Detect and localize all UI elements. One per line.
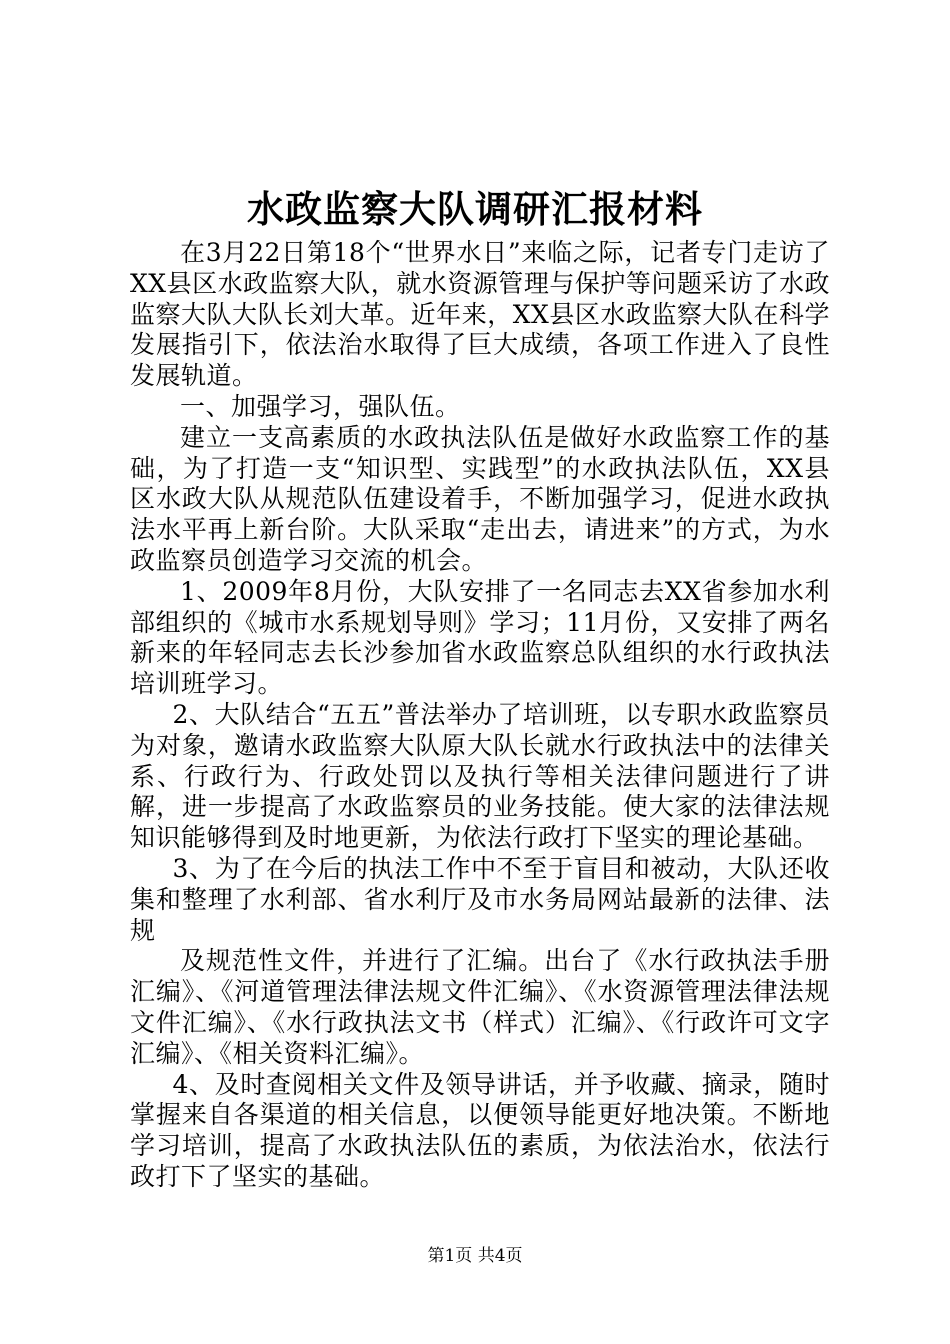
paragraph-intro: 在3月22日第18个“世界水日”来临之际，记者专门走访了XX县区水政监察大队，就水资源管理与保护等问题采访了水政监察大队大队长刘大革。近年来，XX县区水政监察大队在科学发展指引下，依法治水取得了巨大成绩，各项工作进入了良性发展轨道。 xyxy=(130,238,830,391)
section-heading: 一、加强学习，强队伍。 xyxy=(180,391,461,421)
paragraph-item-2: 2、大队结合“五五”普法举办了培训班，以专职水政监察员为对象，邀请水政监察大队原大队长就水行政执法中的法律关系、行政行为、行政处罚以及执行等相关法律问题进行了讲解，进一步提高了水政监察员的业务技能。使大家的法律法规知识能够得到及时地更新，为依法行政打下坚实的理论基础。 xyxy=(130,699,830,853)
paragraph-item-4: 4、及时查阅相关文件及领导讲话，并予收藏、摘录，随时掌握来自各渠道的相关信息，以便领导能更好地决策。不断地学习培训，提高了水政执法队伍的素质，为依法治水，依法行政打下了坚实的基础。 xyxy=(130,1069,830,1191)
paragraph-team-building: 建立一支高素质的水政执法队伍是做好水政监察工作的基础，为了打造一支“知识型、实践型”的水政执法队伍，XX县区水政大队从规范队伍建设着手，不断加强学习，促进水政执法水平再上新台阶。大队采取“走出去，请进来”的方式，为水政监察员创造学习交流的机会。 xyxy=(130,422,830,575)
paragraph-item-3-continued: 及规范性文件，并进行了汇编。出台了《水行政执法手册汇编》、《河道管理法律法规文件汇编》、《水资源管理法律法规文件汇编》、《水行政执法文书（样式）汇编》、《行政许可文字汇编》、《相关资料汇编》。 xyxy=(130,946,830,1068)
paragraph-item-3: 3、为了在今后的执法工作中不至于盲目和被动，大队还收集和整理了水利部、省水利厅及市水务局网站最新的法律、法规 xyxy=(130,853,830,945)
paragraph-item-1: 1、2009年8月份，大队安排了一名同志去XX省参加水利部组织的《城市水系规划导则》学习；11月份，又安排了两名新来的年轻同志去长沙参加省水政监察总队组织的水行政执法培训班学习。 xyxy=(130,576,830,699)
document-body xyxy=(130,238,830,1193)
page-title: 水政监察大队调研汇报材料 xyxy=(247,187,703,231)
page-footer: 第1页 共4页 xyxy=(427,1246,523,1266)
